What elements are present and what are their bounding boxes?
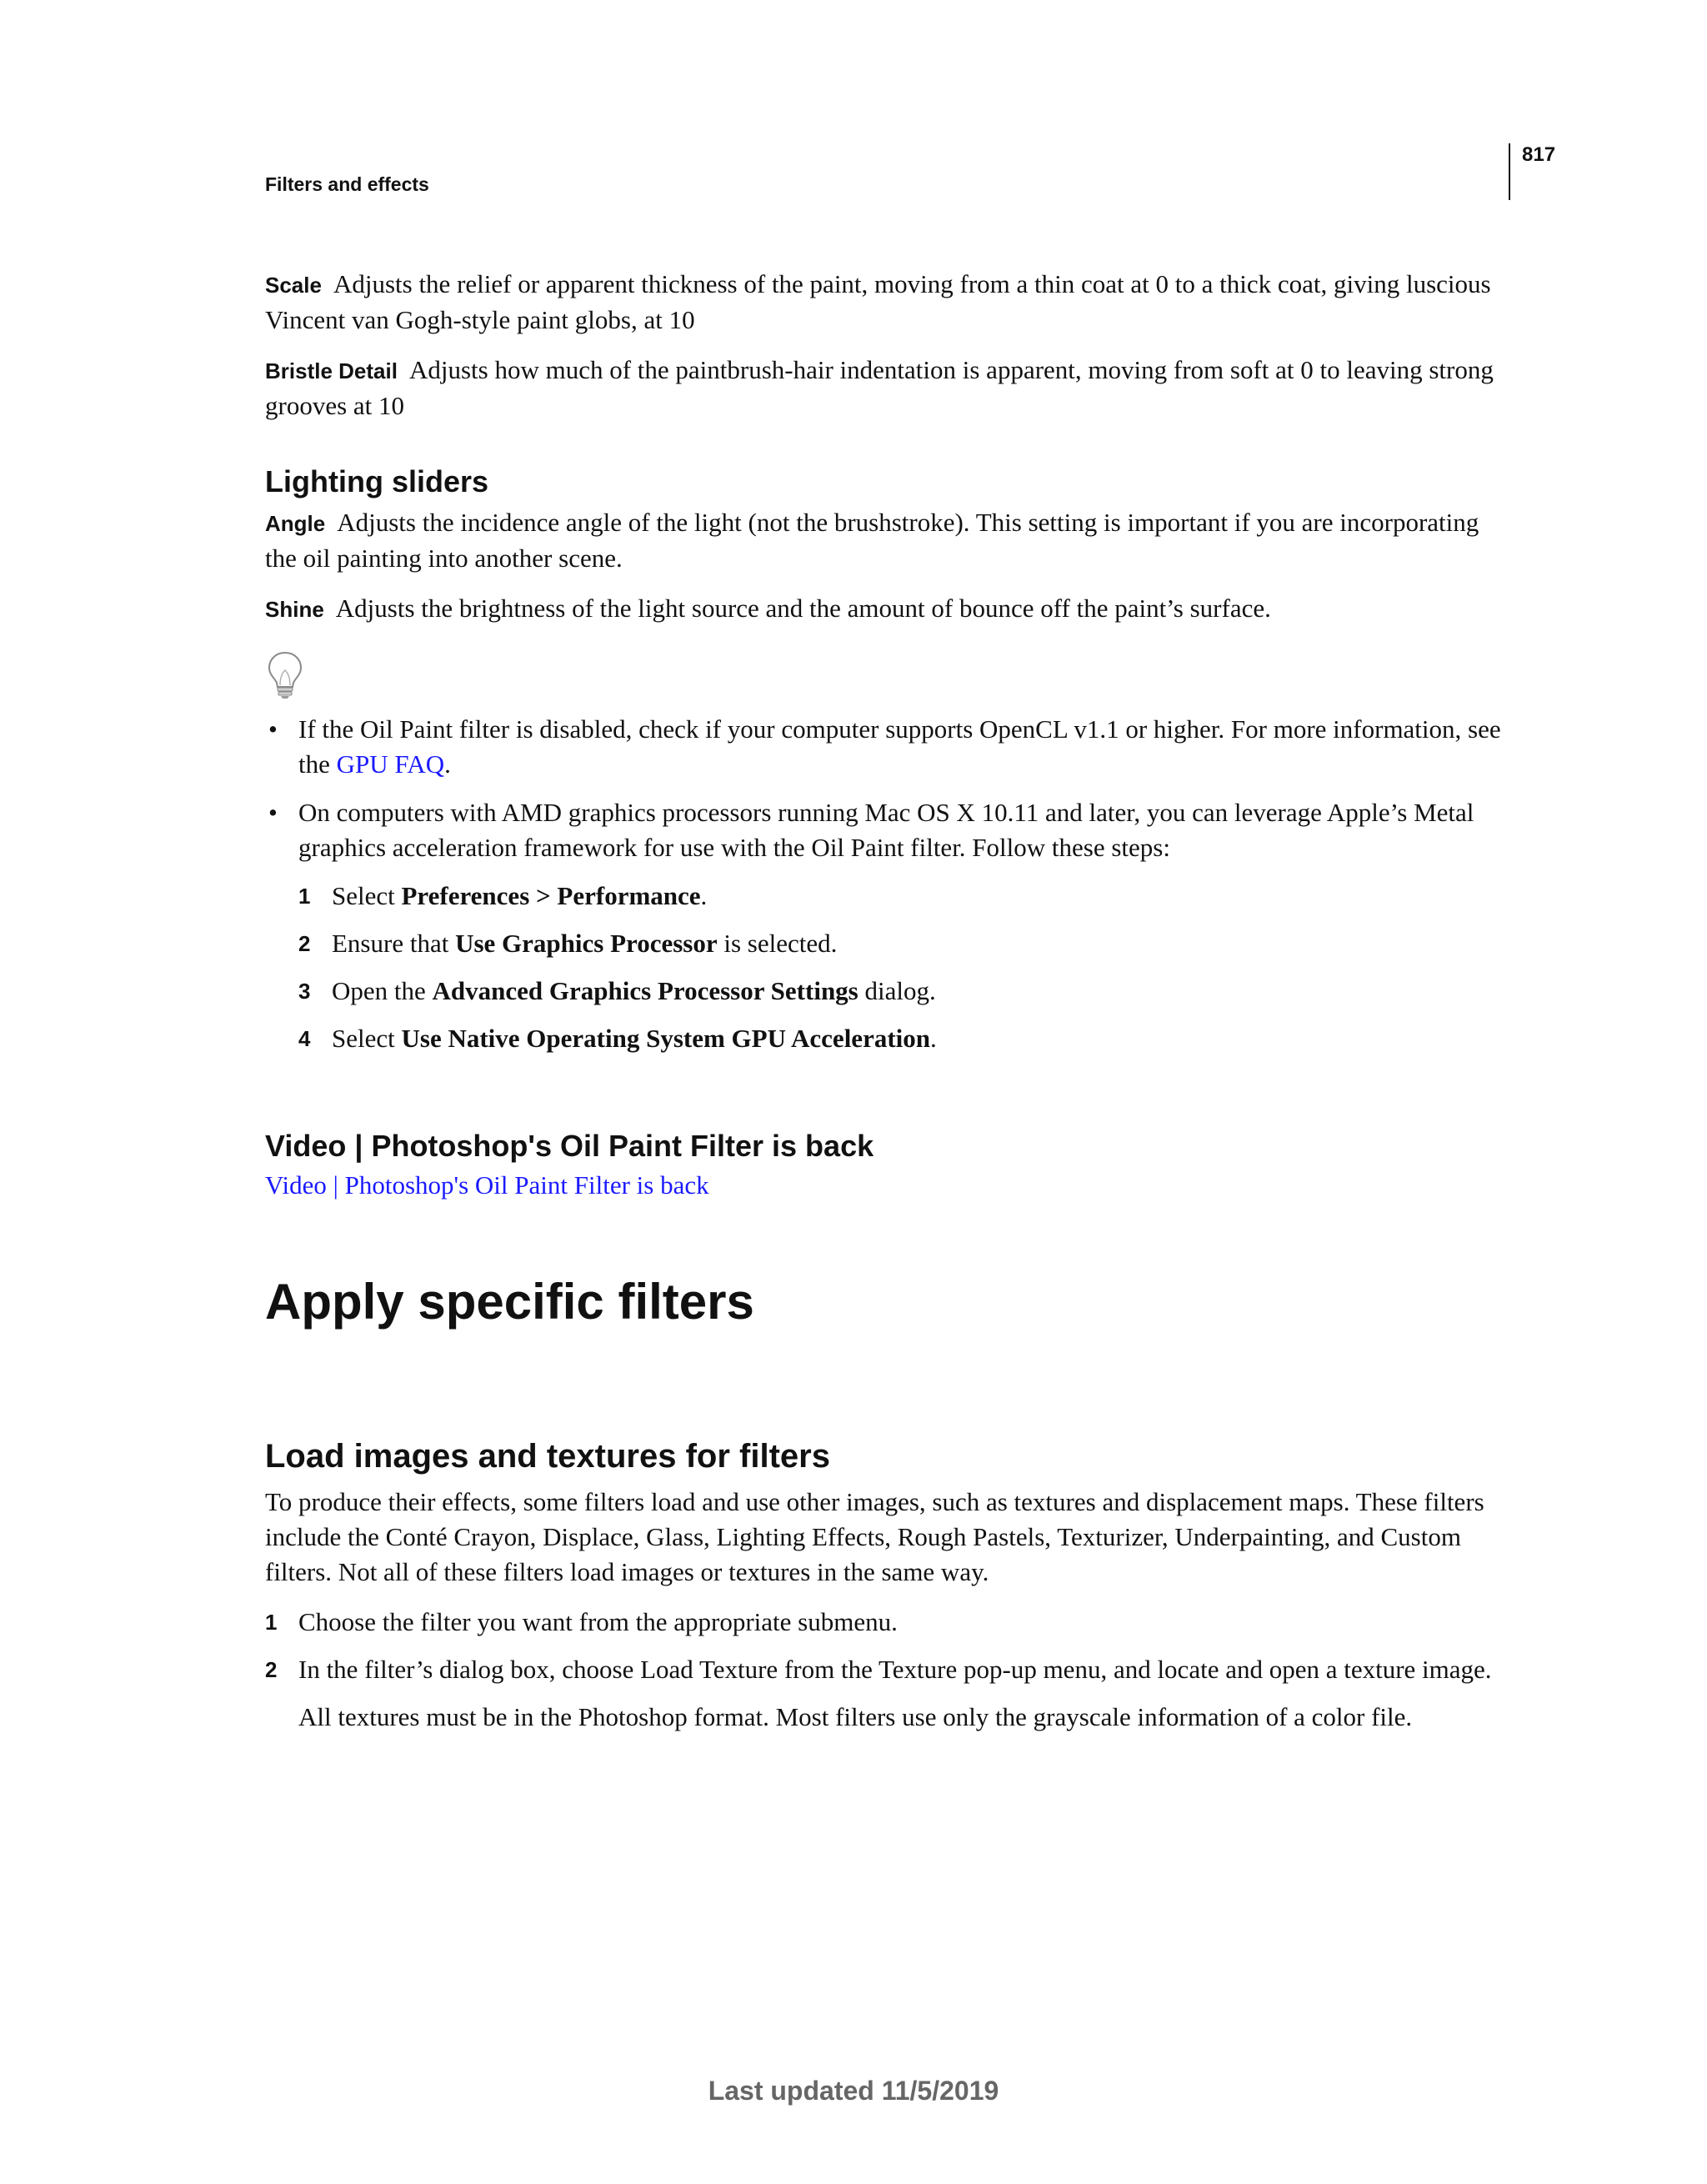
step-item: 4 Select Use Native Operating System GPU Acceleration. xyxy=(298,1021,1515,1056)
tip-list xyxy=(265,712,1515,1056)
footer-last-updated: Last updated 11/5/2019 xyxy=(708,2076,999,2106)
term-angle: Angle xyxy=(265,511,326,536)
step-item: 3 Open the Advanced Graphics Processor Settings dialog. xyxy=(298,974,1515,1009)
term-shine: Shine xyxy=(265,597,324,622)
section-heading: Load images and textures for filters xyxy=(265,1438,830,1475)
step-item: 1 Choose the filter you want from the appropriate submenu. xyxy=(265,1605,1515,1640)
tip-text: If the Oil Paint filter is disabled, check if your computer supports OpenCL v1.1 or higher. For more information, see the xyxy=(298,714,1501,779)
definition-text: Adjusts the incidence angle of the light (not the brushstroke). This setting is important if you are incorporating the oil painting into another scene. xyxy=(265,508,1479,573)
list-item: • If the Oil Paint filter is disabled, check if your computer supports OpenCL v1.1 or higher. For more information, see the GPU FAQ. xyxy=(268,714,1501,779)
gpu-faq-link[interactable]: GPU FAQ xyxy=(336,749,445,779)
chapter-title: Apply specific filters xyxy=(265,1274,754,1330)
step-number: 3 xyxy=(298,979,311,1004)
step-item: 2 Ensure that Use Graphics Processor is selected. xyxy=(298,926,1515,961)
step-item: 2 In the filter’s dialog box, choose Load Texture from the Texture pop-up menu, and locate and open a texture image. xyxy=(265,1652,1515,1687)
page-content xyxy=(265,267,1515,1735)
step-number: 1 xyxy=(298,884,311,909)
metal-steps-list xyxy=(298,879,1515,1056)
section-intro: To produce their effects, some filters load and use other images, such as textures and displacement maps. These filters include the Conté Crayon, Displace, Glass, Lighting Effects, Rough Pastels, Texturizer, Underpainting, and Custom filters. Not all of these filters load images or textures in the same way. xyxy=(265,1487,1484,1586)
step-number: 2 xyxy=(265,1657,278,1682)
step-number: 4 xyxy=(298,1026,311,1051)
page-number-rule xyxy=(1509,143,1510,200)
list-item: • On computers with AMD graphics processors running Mac OS X 10.11 and later, you can leverage Apple’s Metal graphics acceleration framework for use with the Oil Paint filter. Follow these steps: 1 Select Preferences > Performance. 2 Ensure that Use Graphics Processor is selected. 3 Open the Advanced Graphics Processor Settings dialog. 4 Select Use Native Operating System GPU Acceleration. xyxy=(265,795,1515,1056)
definition-angle xyxy=(265,505,1515,576)
definition-text: Adjusts the relief or apparent thickness of the paint, moving from a thin coat at 0 to a thick coat, giving luscious Vincent van Gogh-style paint globs, at 10 xyxy=(265,269,1491,334)
lighting-sliders-heading: Lighting sliders xyxy=(265,464,489,498)
definition-bristle-detail xyxy=(265,353,1515,423)
page-number: 817 xyxy=(1522,143,1556,166)
load-texture-steps xyxy=(265,1605,1515,1687)
definition-scale xyxy=(265,267,1515,338)
video-section xyxy=(265,1128,1515,1203)
tip-text: On computers with AMD graphics processors running Mac OS X 10.11 and later, you can leverage Apple’s Metal graphics acceleration framework for use with the Oil Paint filter. Follow these steps: xyxy=(298,798,1474,862)
term-scale: Scale xyxy=(265,273,322,298)
lightbulb-icon xyxy=(265,650,305,700)
term-bristle-detail: Bristle Detail xyxy=(265,358,398,383)
step-number: 2 xyxy=(298,931,311,956)
running-head: Filters and effects xyxy=(265,173,429,195)
step-number: 1 xyxy=(265,1610,278,1635)
definition-text: Adjusts the brightness of the light source and the amount of bounce off the paint’s surface. xyxy=(335,594,1271,623)
video-link[interactable]: Video | Photoshop's Oil Paint Filter is back xyxy=(265,1170,709,1200)
definition-shine xyxy=(265,591,1515,627)
video-heading: Video | Photoshop's Oil Paint Filter is back xyxy=(265,1129,874,1163)
texture-note: All textures must be in the Photoshop format. Most filters use only the grayscale information of a color file. xyxy=(298,1702,1413,1731)
step-item: 1 Select Preferences > Performance. xyxy=(298,879,1515,914)
definition-text: Adjusts how much of the paintbrush-hair indentation is apparent, moving from soft at 0 to leaving strong grooves at 10 xyxy=(265,355,1494,420)
